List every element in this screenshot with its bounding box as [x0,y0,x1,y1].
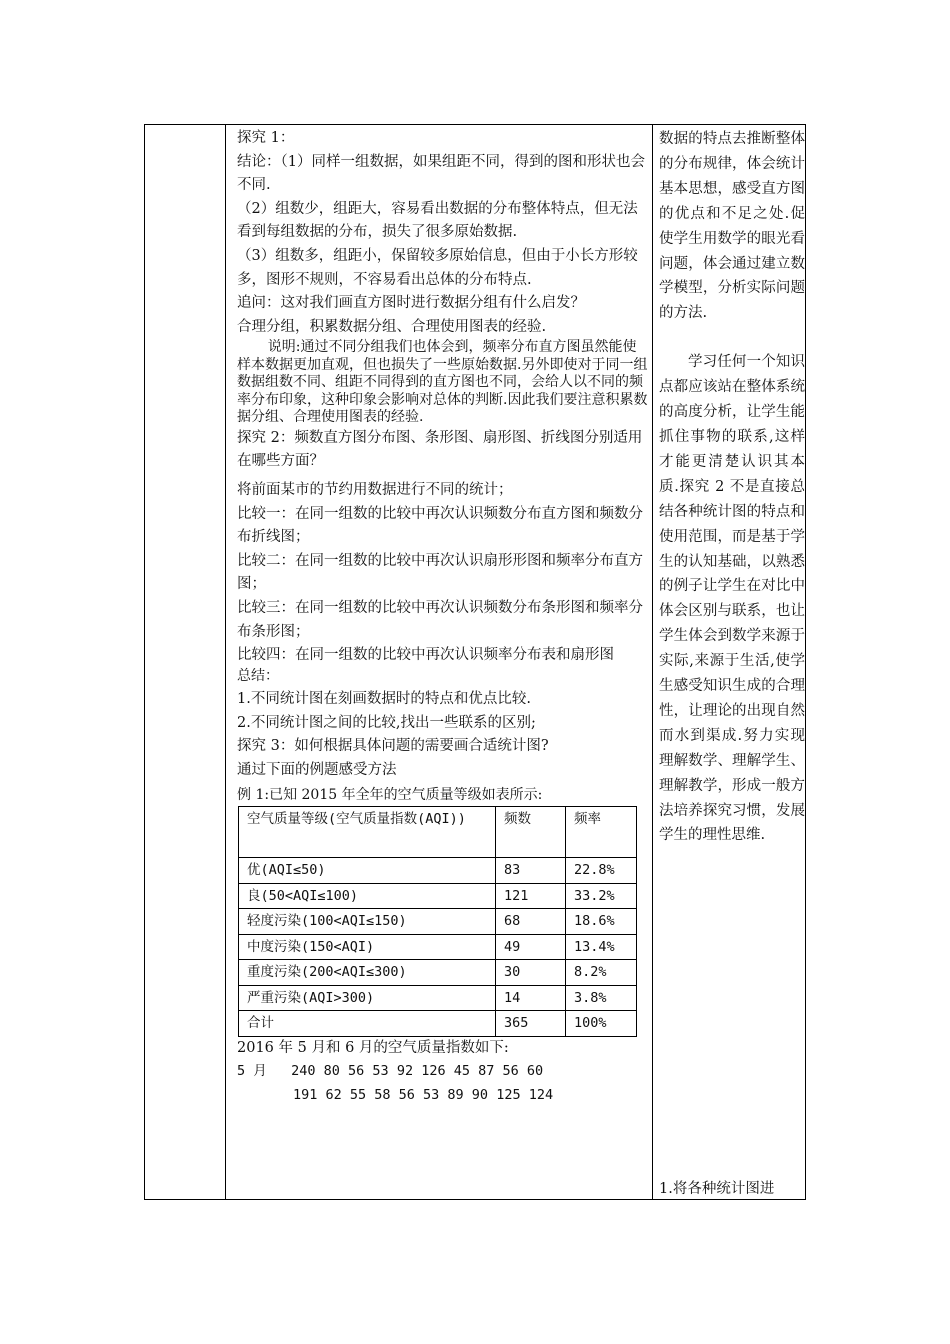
design-intent-column [659,127,805,1197]
compare-1: 比较一：在同一组数的比较中再次认识频数分布直方图和频数分布折线图； [237,505,643,546]
level-cell: 优(AQI≤50) [239,858,496,884]
count-cell: 83 [496,858,566,884]
explore3-sub: 通过下面的例题感受方法 [237,762,397,779]
level-cell: 重度污染(200<AQI≤300) [239,960,496,986]
table-row [239,1011,637,1037]
summary-1: 1.不同统计图在刻画数据时的特点和优点比较. [237,691,531,708]
may-data-line-2 [237,1084,649,1108]
intent-paragraph-2: 学习任何一个知识点都应该站在整体系统的高度分析，让学生能抓住事物的联系,这样才能更清楚认识其本质.探究 2 不是直接总结各种统计图的特点和使用范围，而是基于学生的认知基础，以熟悉的例子让学生在对比中体会区别与联系，也让学生体会到数学来源于实际,来源于生活,使学生感受知识生成的合理性，让理论的出现自然而水到渠成.努力实现理解数学、理解学生、理解教学，形成一般方法培养探究习惯，发展学生的理性思维. [659,354,805,844]
may-values-2: 191 62 55 58 56 53 89 90 125 124 [293,1086,554,1103]
frequency-cell: 13.4% [566,934,637,960]
table-row [239,858,637,884]
column-divider-left [225,125,226,1199]
teaching-process-column [237,127,649,1107]
followup-question: 追问：这对我们画直方图时进行数据分组有什么启发？ [237,295,585,312]
frequency-cell: 18.6% [566,909,637,935]
example1: 例 1:已知 2015 年全年的空气质量等级如表所示: [237,786,543,803]
level-cell: 良(50<AQI≤100) [239,883,496,909]
data-intro: 2016 年 5 月和 6 月的空气质量指数如下: [237,1039,509,1056]
followup-answer: 合理分组，积累数据分组、合理使用图表的经验. [237,318,547,335]
may-values-1: 240 80 56 53 92 126 45 87 56 60 [291,1063,544,1080]
table-row [239,934,637,960]
level-cell: 严重污染(AQI>300) [239,985,496,1011]
count-cell: 49 [496,934,566,960]
conclusion-2: （2）组数少，组距大，容易看出数据的分布整体特点，但无法看到每组数据的分布，损失了很多原始数据. [237,200,638,241]
may-label: 5 月 [237,1063,267,1080]
explore1-title: 探究 1： [237,130,295,146]
level-cell: 中度污染(150<AQI) [239,934,496,960]
conclusion-3: （3）组数多，组距小，保留较多原始信息，但由于小长方形较多，图形不规则，不容易看出总体的分布特点. [237,247,638,288]
table-row [239,985,637,1011]
count-cell: 14 [496,985,566,1011]
frequency-cell: 22.8% [566,858,637,884]
aqi-table [238,806,637,1037]
frequency-cell: 3.8% [566,985,637,1011]
intent-paragraph-1: 数据的特点去推断整体的分布规律，体会统计基本思想，感受直方图的优点和不足之处.促使学生用数学的眼光看问题，体会通过建立数学模型，分析实际问题的方法. [659,131,805,322]
table-header-row [239,807,637,858]
count-cell: 365 [496,1011,566,1037]
count-cell: 30 [496,960,566,986]
header-count: 频数 [496,807,566,858]
compare-3: 比较三：在同一组数的比较中再次认识频数分布条形图和频率分布条形图； [237,600,643,640]
lesson-table-frame [144,124,806,1200]
level-cell: 合计 [239,1011,496,1037]
explore3: 探究 3：如何根据具体问题的需要画合适统计图? [237,738,549,755]
column-divider-right [652,125,653,1199]
intent-paragraph-3: 1.将各种统计图进 [659,1181,775,1197]
table-row [239,909,637,935]
note-paragraph: 说明:通过不同分组我们也体会到，频率分布直方图虽然能使样本数据更加直观，但也损失了一些原始数据.另外即使对于同一组数据组数不同、组距不同得到的直方图也不同，会给人以不同的频率分布印象，这种印象会影响对总体的判断.因此我们要注意积累数据分组、合理使用图表的经验. [237,339,648,426]
level-cell: 轻度污染(100<AQI≤150) [239,909,496,935]
compare-2: 比较二：在同一组数的比较中再次认识扇形形图和频率分布直方图； [237,552,643,593]
compare-4: 比较四：在同一组数的比较中再次认识频率分布表和扇形图 [237,647,614,664]
summary-title: 总结： [237,667,279,684]
frequency-cell: 8.2% [566,960,637,986]
table-row [239,960,637,986]
header-level: 空气质量等级(空气质量指数(AQI)) [239,807,496,858]
header-frequency: 频率 [566,807,637,858]
count-cell: 68 [496,909,566,935]
count-cell: 121 [496,883,566,909]
frequency-cell: 33.2% [566,883,637,909]
may-data-line-1 [237,1060,649,1084]
explore2: 探究 2：频数直方图分布图、条形图、扇形图、折线图分别适用在哪些方面？ [237,429,643,470]
stat-intro: 将前面某市的节约用数据进行不同的统计； [237,482,513,499]
summary-2: 2.不同统计图之间的比较,找出一些联系的区别; [237,714,536,731]
frequency-cell: 100% [566,1011,637,1037]
conclusion-1: 结论：（1）同样一组数据，如果组距不同，得到的图和形状也会不同. [237,153,645,194]
table-row [239,883,637,909]
